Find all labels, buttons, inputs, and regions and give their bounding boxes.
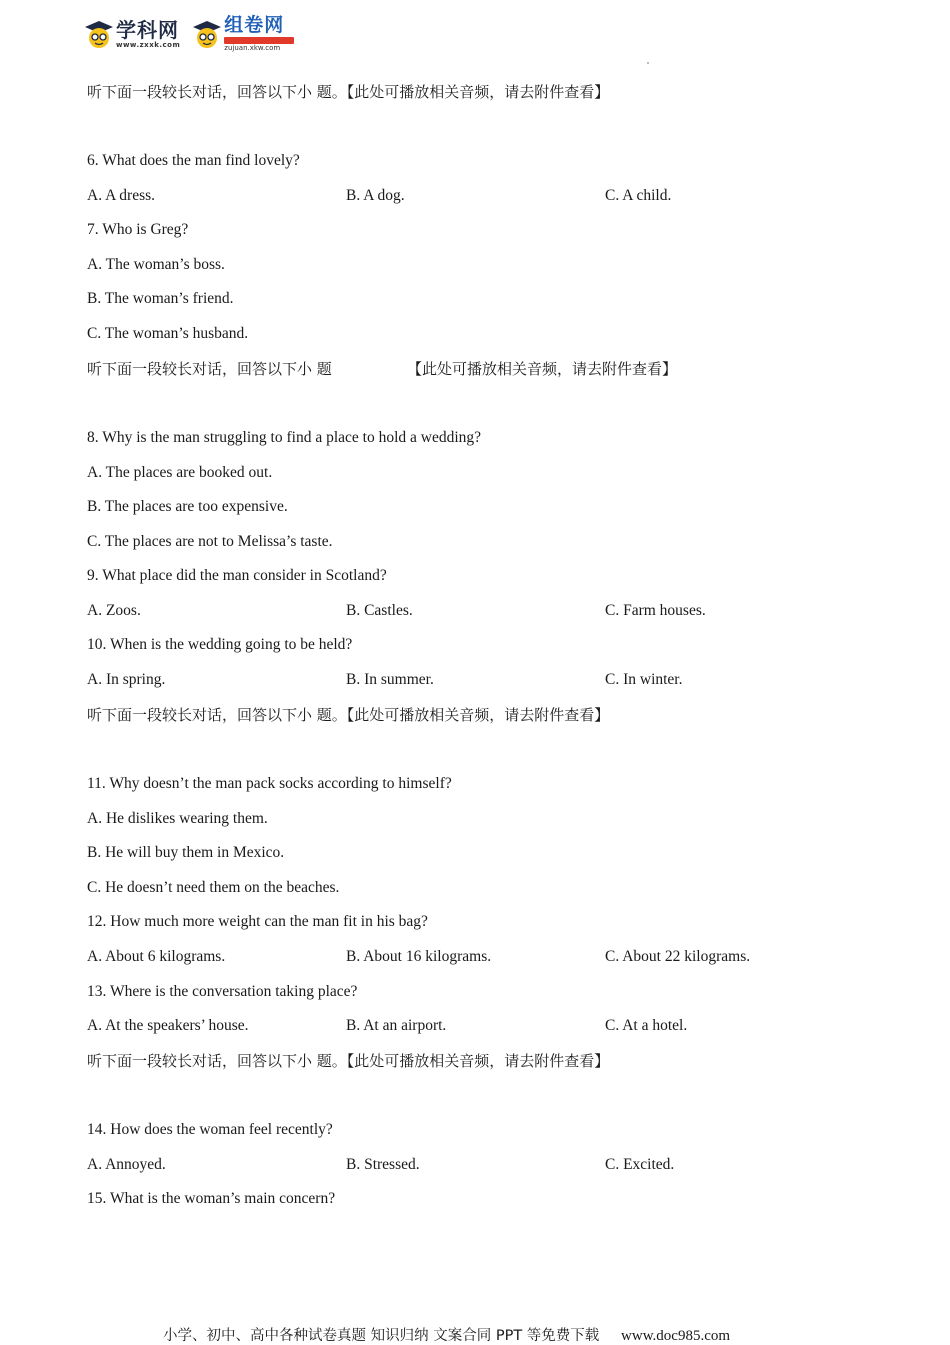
option-c[interactable]: C. About 22 kilograms.	[605, 948, 751, 965]
option-c[interactable]: C. A child.	[605, 187, 672, 204]
option-c[interactable]: C. Farm houses.	[605, 602, 706, 619]
footer-text: 小学、初中、高中各种试卷真题 知识归纳 文案合同 PPT 等免费下载	[163, 1328, 600, 1344]
options-9	[87, 601, 787, 621]
option-c[interactable]: C. The woman’s husband.	[87, 325, 249, 342]
zxxk-logo-name: 学科网	[116, 17, 179, 42]
option-a[interactable]: A. At the speakers’ house.	[87, 1017, 249, 1034]
option-a[interactable]: A. A dress.	[87, 187, 156, 204]
audio-note: 【此处可播放相关音频，请去附件查看】	[407, 360, 678, 378]
option-a[interactable]: A. He dislikes wearing them.	[87, 810, 268, 827]
question-13: 13. Where is the conversation taking place?	[87, 983, 358, 1000]
option-b[interactable]: B. Castles.	[346, 602, 413, 619]
graduate-face-icon	[84, 19, 114, 49]
question-9: 9. What place did the man consider in Scotland?	[87, 567, 387, 584]
options-13	[87, 1016, 787, 1036]
option-a[interactable]: A. In spring.	[87, 671, 166, 688]
options-10	[87, 670, 787, 690]
section-intro: 听下面一段较长对话，回答以下小 题。【此处可播放相关音频，请去附件查看】	[87, 706, 610, 724]
option-a[interactable]: A. Annoyed.	[87, 1156, 166, 1173]
option-a[interactable]: A. Zoos.	[87, 602, 141, 619]
question-12: 12. How much more weight can the man fit in his bag?	[87, 913, 428, 930]
option-c[interactable]: C. In winter.	[605, 671, 683, 688]
footer-url-link[interactable]: www.doc985.com	[621, 1328, 731, 1344]
option-b[interactable]: B. He will buy them in Mexico.	[87, 844, 285, 861]
option-b[interactable]: B. The places are too expensive.	[87, 498, 288, 515]
graduate-face-icon	[192, 19, 222, 49]
zxxk-logo[interactable]	[84, 19, 180, 49]
option-b[interactable]: B. Stressed.	[346, 1156, 420, 1173]
option-c[interactable]: C. The places are not to Melissa’s taste.	[87, 533, 333, 550]
option-a[interactable]: A. The places are booked out.	[87, 464, 273, 481]
options-12	[87, 947, 787, 967]
speck	[647, 62, 649, 64]
question-11: 11. Why doesn’t the man pack socks according to himself?	[87, 775, 452, 792]
option-b[interactable]: B. A dog.	[346, 187, 405, 204]
option-b[interactable]: B. About 16 kilograms.	[346, 948, 492, 965]
option-c[interactable]: C. At a hotel.	[605, 1017, 688, 1034]
question-15: 15. What is the woman’s main concern?	[87, 1190, 336, 1207]
zujuan-logo-name: 组卷网	[224, 14, 285, 36]
option-a[interactable]: A. The woman’s boss.	[87, 256, 225, 273]
header-logos	[84, 12, 294, 56]
question-6: 6. What does the man find lovely?	[87, 152, 300, 169]
section-intro	[87, 359, 787, 379]
section-intro: 听下面一段较长对话，回答以下小 题。【此处可播放相关音频，请去附件查看】	[87, 83, 610, 101]
footer	[163, 1324, 730, 1345]
question-14: 14. How does the woman feel recently?	[87, 1121, 333, 1138]
question-8: 8. Why is the man struggling to find a place to hold a wedding?	[87, 429, 482, 446]
option-c[interactable]: C. Excited.	[605, 1156, 675, 1173]
option-a[interactable]: A. About 6 kilograms.	[87, 948, 226, 965]
option-c[interactable]: C. He doesn’t need them on the beaches.	[87, 879, 340, 896]
option-b[interactable]: B. In summer.	[346, 671, 434, 688]
zujuan-logo-bar	[224, 37, 294, 44]
zxxk-logo-url: www.zxxk.com	[116, 40, 181, 49]
question-10: 10. When is the wedding going to be held?	[87, 636, 353, 653]
options-14	[87, 1155, 787, 1175]
question-7: 7. Who is Greg?	[87, 221, 189, 238]
zujuan-logo[interactable]	[192, 16, 294, 52]
option-b[interactable]: B. The woman’s friend.	[87, 290, 234, 307]
options-6	[87, 186, 787, 206]
section-intro-text: 听下面一段较长对话，回答以下小 题	[87, 360, 332, 378]
zujuan-logo-url: zujuan.xkw.com	[224, 44, 281, 52]
option-b[interactable]: B. At an airport.	[346, 1017, 447, 1034]
section-intro: 听下面一段较长对话，回答以下小 题。【此处可播放相关音频，请去附件查看】	[87, 1052, 610, 1070]
